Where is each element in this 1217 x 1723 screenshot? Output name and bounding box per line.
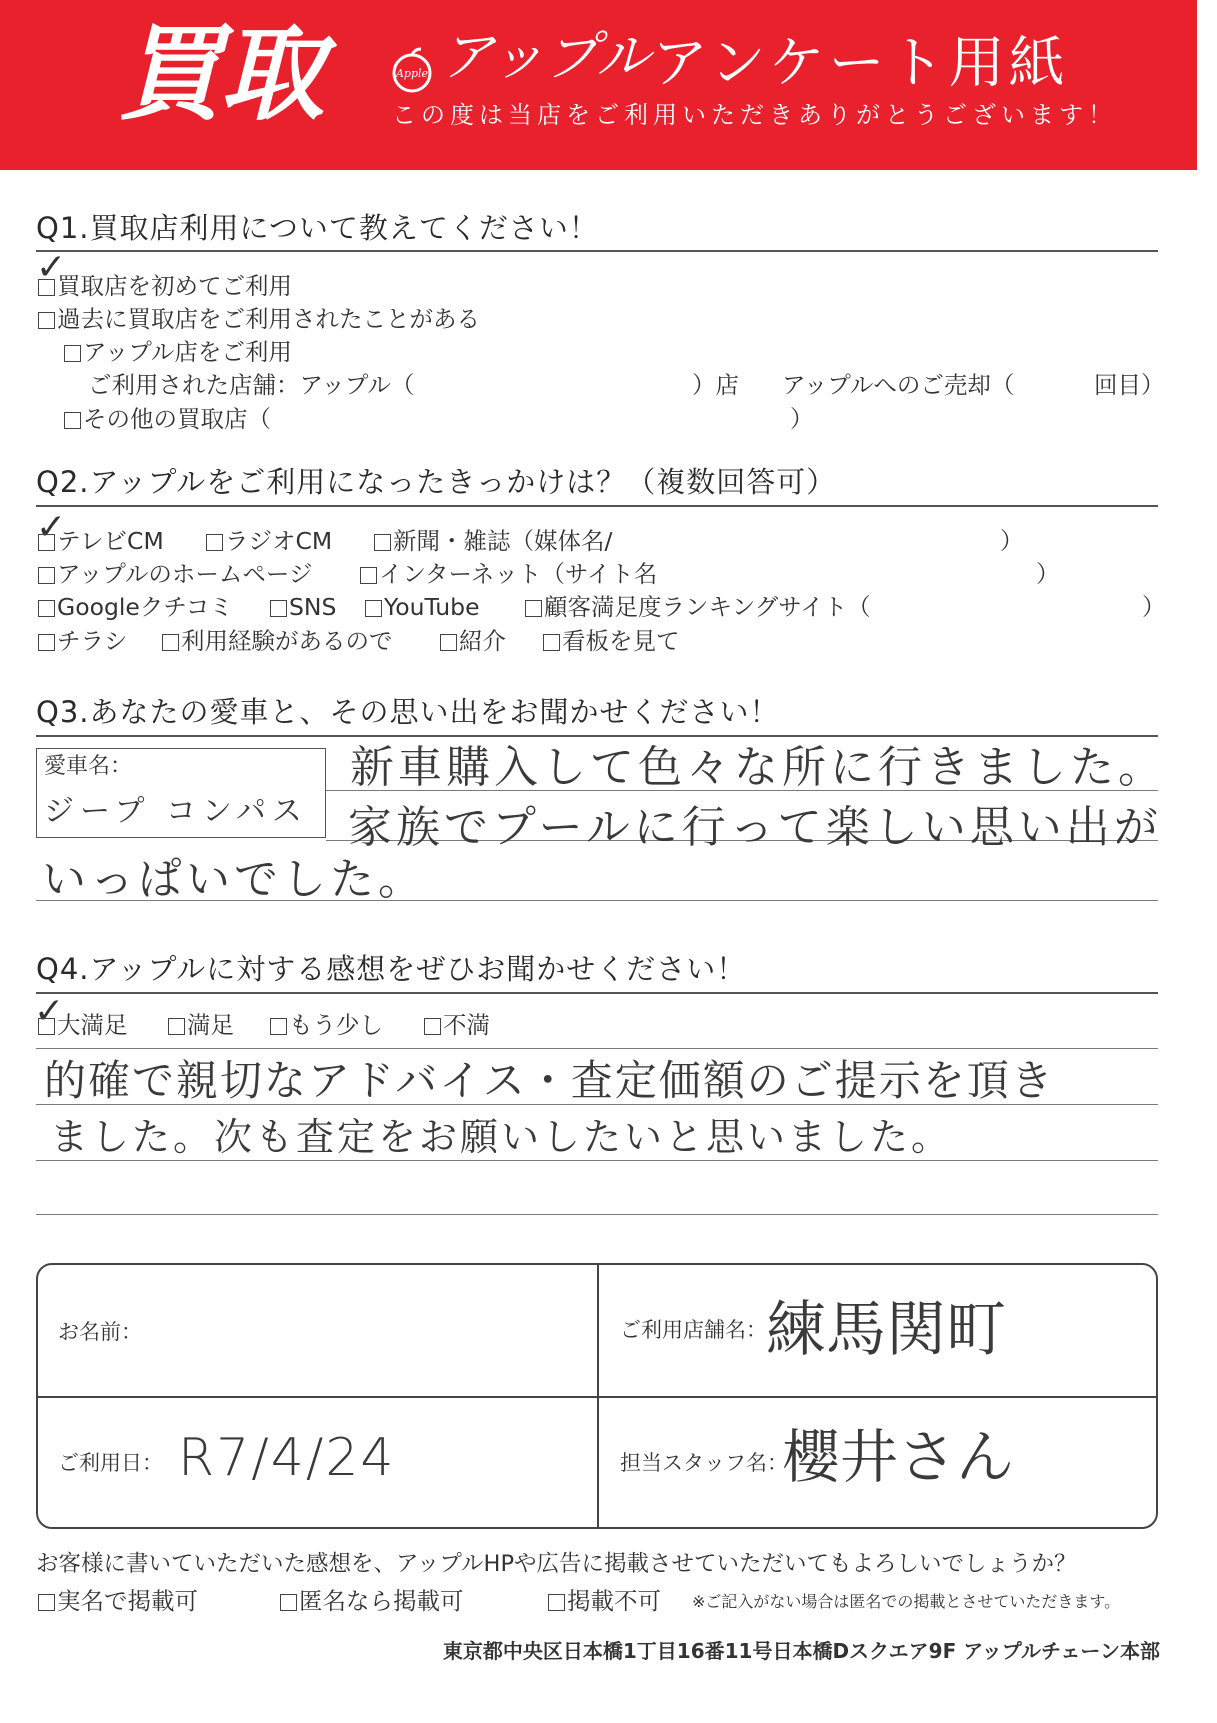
checkbox-icon[interactable] — [162, 634, 179, 651]
consent-not-allowed[interactable] — [548, 1587, 661, 1615]
q4-line-4 — [36, 1214, 1158, 1215]
consent-option-label: 匿名なら掲載可 — [299, 1587, 464, 1615]
q4-option-very-satisfied[interactable] — [38, 1011, 128, 1039]
q2-option-referral[interactable] — [440, 627, 506, 655]
car-name-label: 愛車名： — [44, 754, 133, 779]
kaitori-logo: 買取 — [118, 13, 323, 135]
q3-rule — [36, 735, 1158, 737]
q2-option-label: ラジオCM — [225, 527, 333, 555]
q3-memory-line-2[interactable]: 家族でプールに行って楽しい思い出が — [348, 802, 1162, 853]
staff-value[interactable]: 櫻井さん — [782, 1423, 1015, 1491]
store-label: ご利用店舗名： — [620, 1318, 767, 1342]
q2-option-youtube[interactable] — [365, 593, 480, 621]
q2-option-label: YouTube — [384, 593, 480, 621]
date-value[interactable]: R7/4/24 — [178, 1428, 396, 1488]
sheet-title: アンケート用紙 — [652, 31, 1069, 96]
checkbox-icon[interactable] — [38, 600, 55, 617]
checkbox-icon[interactable] — [360, 567, 377, 584]
q2-option-label: 利用経験があるので — [181, 627, 393, 655]
q2-option-experience[interactable] — [162, 627, 393, 655]
checkbox-icon[interactable] — [38, 279, 55, 296]
checkbox-icon[interactable] — [38, 1594, 55, 1611]
q4-line-3 — [36, 1160, 1158, 1161]
checkbox-icon[interactable] — [64, 412, 81, 429]
q4-comment-line-2[interactable]: ました。次も査定をお願いしたいと思いました。 — [50, 1115, 953, 1159]
q2-option-label: Googleクチコミ — [57, 593, 233, 621]
footer-address: 東京都中央区日本橋1丁目16番11号日本橋Dスクエア9F アップルチェーン本部 — [442, 1639, 1160, 1663]
q2-option-label: SNS — [289, 593, 337, 621]
q1-sell-count-prefix: アップルへのご売却（ — [782, 371, 1015, 399]
q4-comment-line-1[interactable]: 的確で親切なアドバイス・査定価額のご提示を頂き — [44, 1056, 1055, 1105]
q2-option-radiocm[interactable] — [206, 527, 333, 555]
apple-mark-text: Apple — [395, 67, 429, 80]
q1-option-past[interactable] — [38, 305, 480, 333]
car-name-value[interactable]: ジープ コンパス — [44, 794, 308, 829]
brand-name: アップル — [440, 25, 651, 88]
q2-rule — [36, 505, 1158, 507]
store-value[interactable]: 練馬関町 — [766, 1295, 1006, 1365]
checkbox-icon[interactable] — [38, 567, 55, 584]
q1-store-prefix: ご利用された店舗：アップル（ — [88, 371, 415, 399]
q4-rule — [36, 992, 1158, 994]
q2-option-signboard[interactable] — [543, 627, 680, 655]
q1-store-suffix: ）店 — [692, 371, 739, 399]
q2-option-flyer[interactable] — [38, 627, 128, 655]
q4-option-label: 大満足 — [57, 1011, 128, 1039]
checkbox-icon[interactable] — [168, 1018, 185, 1035]
q1-option-past-label: 過去に買取店をご利用されたことがある — [57, 305, 480, 333]
checkbox-icon[interactable] — [548, 1594, 565, 1611]
q2-row2-close: ） — [1036, 560, 1060, 588]
q4-option-satisfied[interactable] — [168, 1011, 234, 1039]
consent-note: ※ご記入がない場合は匿名での掲載とさせていただきます。 — [692, 1592, 1121, 1611]
checkbox-icon[interactable] — [525, 600, 542, 617]
q1-option-first-label: 買取店を初めてご利用 — [57, 272, 292, 300]
apple-icon — [388, 46, 436, 94]
q1-sell-count-suffix: 回目） — [1094, 371, 1165, 399]
checkbox-icon[interactable] — [365, 600, 382, 617]
q2-option-newspaper[interactable] — [374, 527, 613, 555]
checkbox-icon[interactable] — [424, 1018, 441, 1035]
consent-anonymous[interactable] — [280, 1587, 464, 1615]
q2-option-label: チラシ — [57, 627, 128, 655]
q2-option-tvcm[interactable] — [38, 527, 164, 555]
q1-other-close: ） — [790, 405, 814, 433]
checkbox-icon[interactable] — [38, 312, 55, 329]
q3-memory-line-1[interactable]: 新車購入して色々な所に行きました。 — [350, 742, 1166, 793]
checkbox-icon[interactable] — [374, 534, 391, 551]
q4-option-dissatisfied[interactable] — [424, 1011, 490, 1039]
q2-option-ranking[interactable] — [525, 593, 871, 621]
q2-option-label: 看板を見て — [562, 627, 680, 655]
q3-memory-line-3[interactable]: いっぱいでした。 — [42, 854, 426, 905]
checkbox-icon[interactable] — [280, 1594, 297, 1611]
q2-checkmark-icon: ✓ — [36, 507, 67, 548]
q4-checkmark-icon: ✓ — [34, 991, 65, 1032]
checkbox-icon[interactable] — [270, 1018, 287, 1035]
q1-rule — [36, 250, 1158, 252]
q2-option-label: テレビCM — [57, 527, 164, 555]
consent-real-name[interactable] — [38, 1587, 198, 1615]
q2-option-sns[interactable] — [270, 593, 337, 621]
q2-option-label: アップルのホームページ — [57, 560, 313, 588]
q1-checkmark-icon: ✓ — [36, 247, 67, 288]
q2-option-label: 紹介 — [459, 627, 506, 655]
q2-option-label: 新聞・雑誌（媒体名/ — [393, 527, 613, 555]
q1-option-apple[interactable] — [64, 338, 292, 366]
checkbox-icon[interactable] — [38, 634, 55, 651]
q2-option-label: 顧客満足度ランキングサイト（ — [544, 593, 871, 621]
q4-option-label: もう少し — [289, 1011, 383, 1039]
name-label: お名前： — [58, 1320, 142, 1344]
q4-title: Q4.アップルに対する感想をぜひお聞かせください！ — [36, 952, 747, 986]
q3-title: Q3.あなたの愛車と、その思い出をお聞かせください！ — [36, 695, 780, 729]
q1-option-other-label: その他の買取店（ — [83, 405, 271, 433]
q4-line-1 — [36, 1048, 1158, 1049]
q1-option-other[interactable] — [64, 405, 271, 433]
checkbox-icon[interactable] — [64, 345, 81, 362]
consent-option-label: 実名で掲載可 — [57, 1587, 198, 1615]
q4-option-so-so[interactable] — [270, 1011, 383, 1039]
q1-option-first[interactable] — [38, 272, 292, 300]
q2-option-homepage[interactable] — [38, 560, 313, 588]
checkbox-icon[interactable] — [543, 634, 560, 651]
q1-option-apple-label: アップル店をご利用 — [83, 338, 292, 366]
q2-title: Q2.アップルをご利用になったきっかけは？（複数回答可） — [36, 465, 837, 499]
q1-title: Q1.買取店利用について教えてください！ — [36, 211, 599, 245]
q2-row1-close: ） — [1000, 527, 1024, 555]
checkbox-icon[interactable] — [38, 534, 55, 551]
q2-row3-close: ） — [1142, 593, 1166, 621]
checkbox-icon[interactable] — [440, 634, 457, 651]
q2-option-internet[interactable] — [360, 560, 658, 588]
q2-option-label: インターネット（サイト名 — [379, 560, 658, 588]
q4-option-label: 不満 — [443, 1011, 490, 1039]
q4-option-label: 満足 — [187, 1011, 234, 1039]
consent-option-label: 掲載不可 — [567, 1587, 661, 1615]
q2-option-google[interactable] — [38, 593, 233, 621]
thanks-message: この度は当店をご利用いただきありがとうございます！ — [392, 101, 1117, 129]
checkbox-icon[interactable] — [206, 534, 223, 551]
table-horizontal-divider — [38, 1396, 1156, 1398]
checkbox-icon[interactable] — [38, 1018, 55, 1035]
checkbox-icon[interactable] — [270, 600, 287, 617]
date-label: ご利用日： — [58, 1451, 163, 1475]
staff-label: 担当スタッフ名： — [620, 1451, 788, 1475]
consent-question: お客様に書いていただいた感想を、アップルHPや広告に掲載させていただいてもよろしいでしょうか？ — [36, 1551, 1077, 1577]
